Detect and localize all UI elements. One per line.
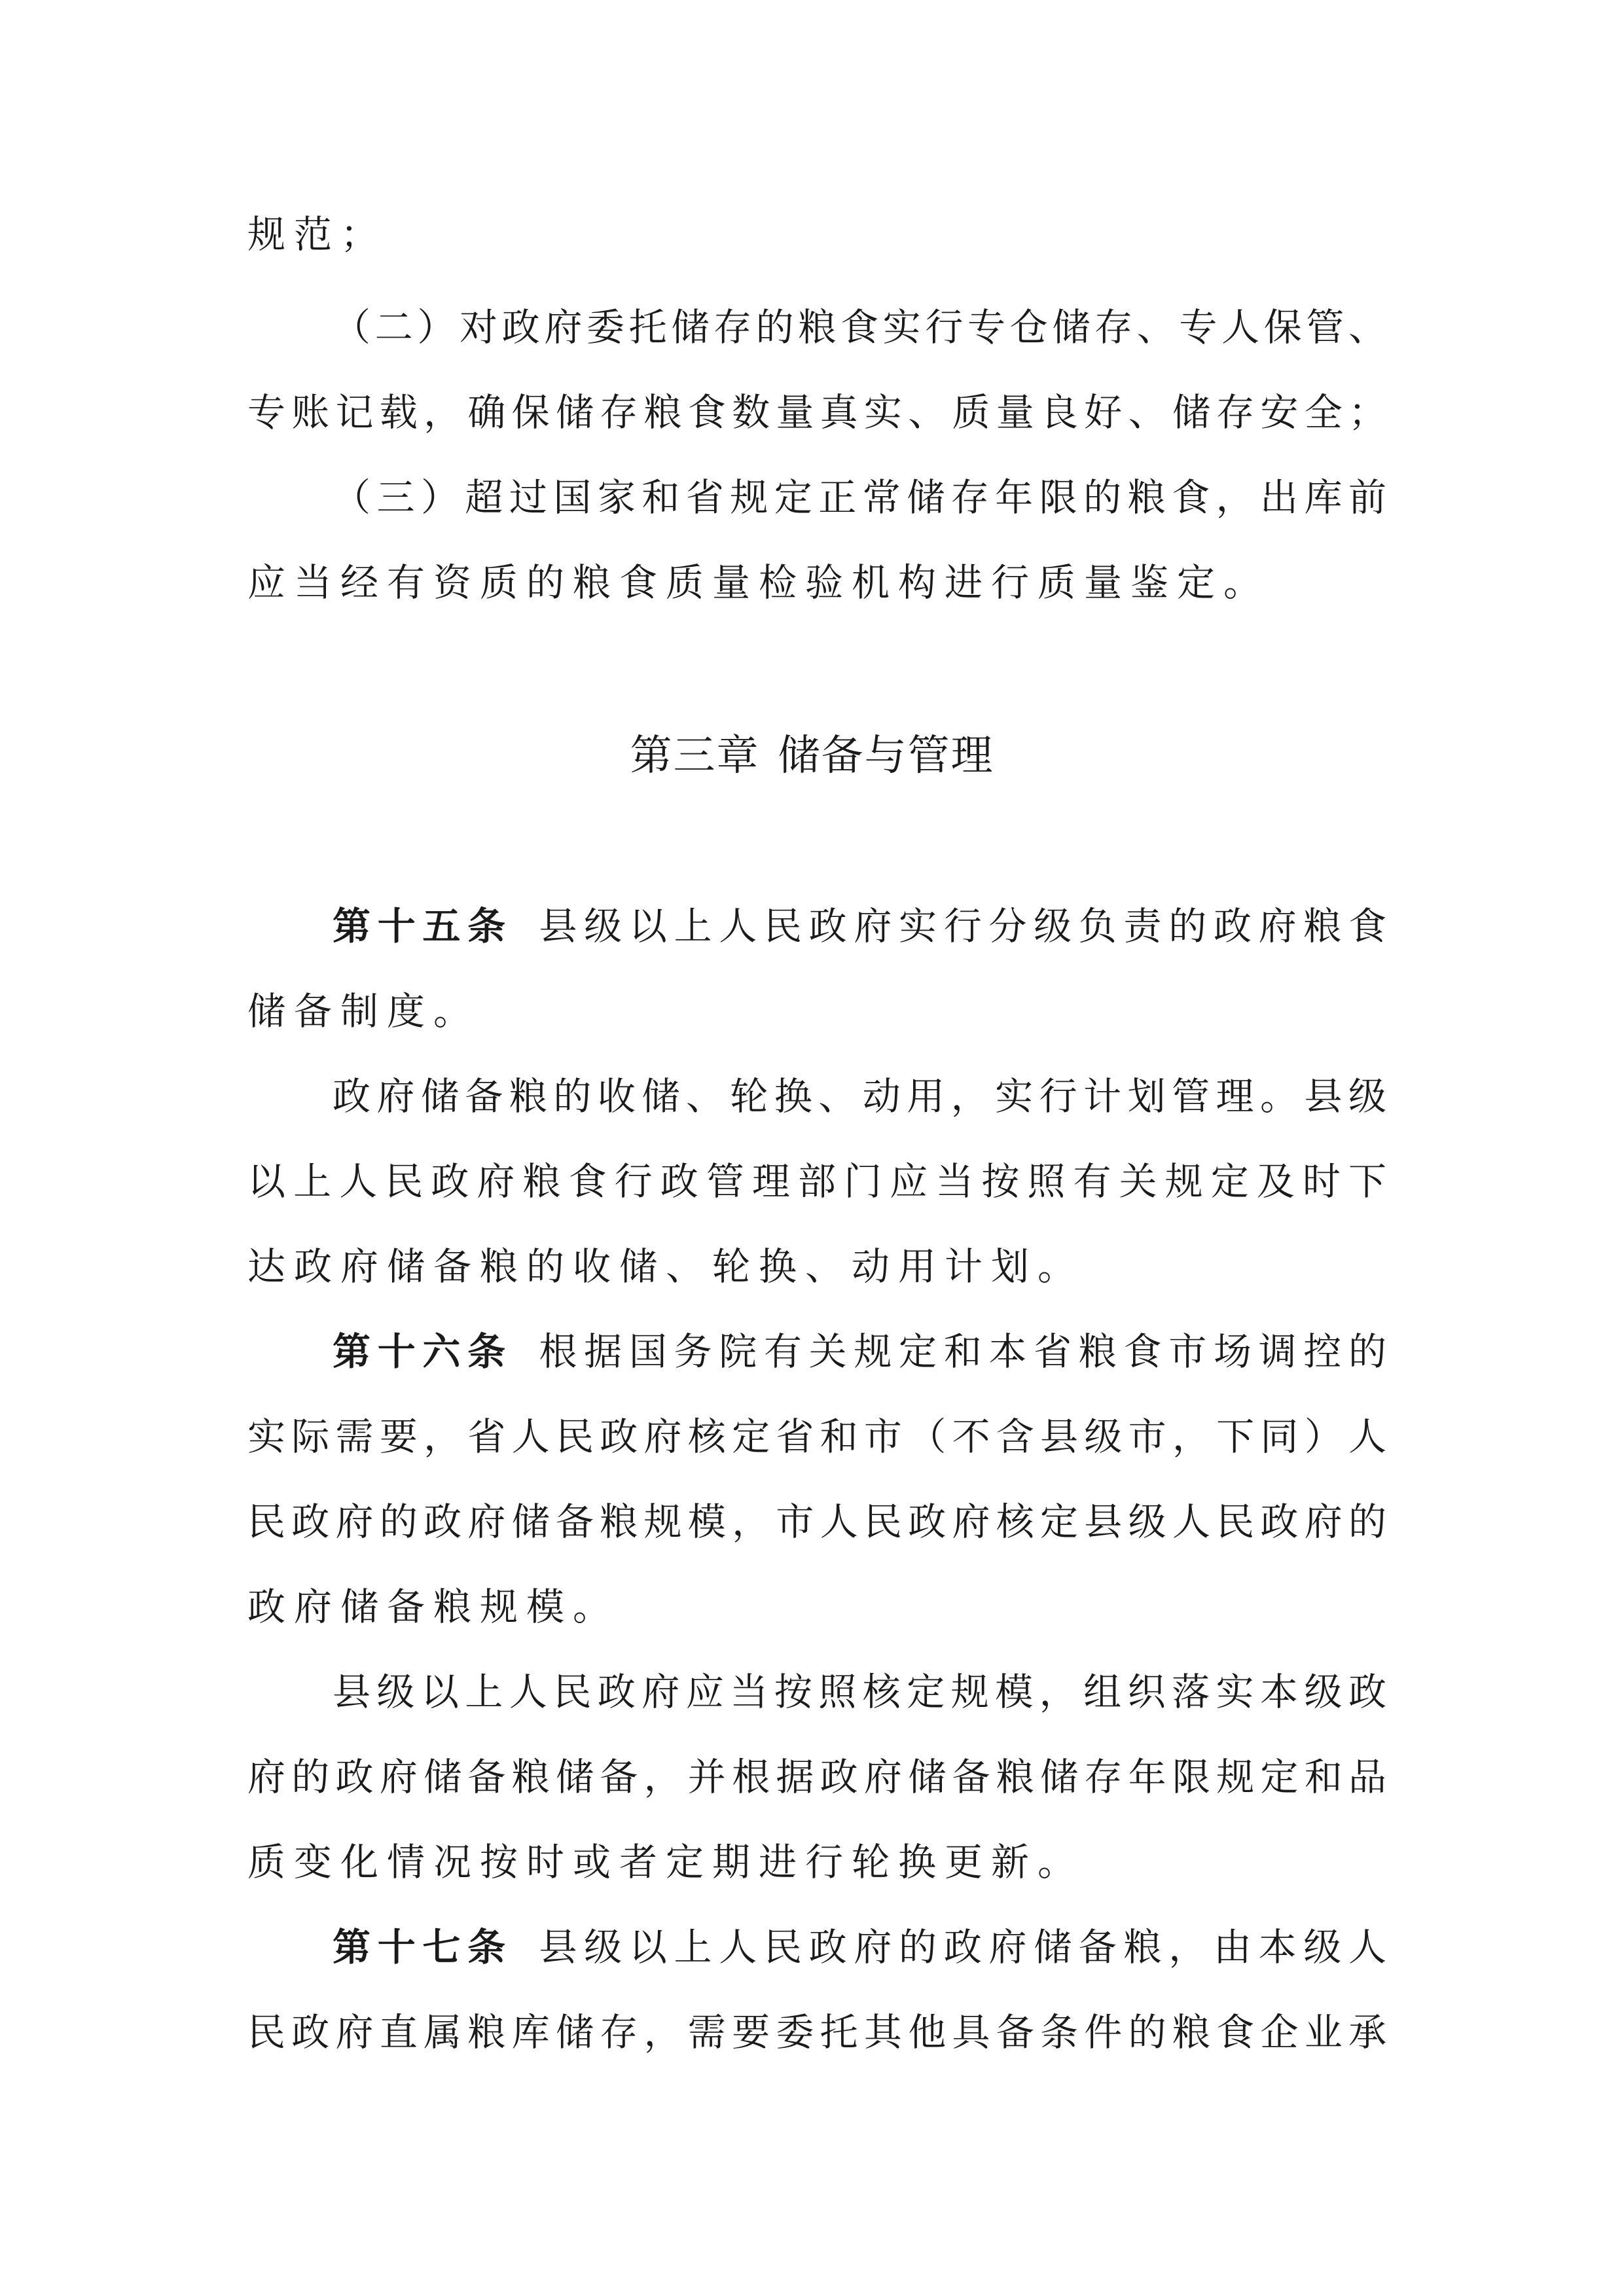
article-16-line <box>333 1325 1386 1378</box>
text-line: （三）超过国家和省规定正常储存年限的粮食，出库前 <box>333 475 1386 520</box>
text-line: 应当经有资质的粮食质量检验机构进行质量鉴定。 <box>247 560 1271 605</box>
article-text: 县级以上人民政府的政府储备粮，由本级人 <box>532 1925 1386 1969</box>
text-line: 质变化情况按时或者定期进行轮换更新。 <box>247 1840 1085 1884</box>
text-line: （二）对政府委托储存的粮食实行专仓储存、专人保管、 <box>333 305 1386 350</box>
chapter-heading <box>0 726 1624 785</box>
article-label: 第十五条 <box>333 904 513 948</box>
text-line: 以上人民政府粮食行政管理部门应当按照有关规定及时下 <box>247 1159 1386 1204</box>
text-line: 实际需要，省人民政府核定省和市（不含县级市，下同）人 <box>247 1414 1386 1459</box>
text-line: 专账记载，确保储存粮食数量真实、质量良好、储存安全； <box>247 390 1386 435</box>
text-line: 民政府的政府储备粮规模，市人民政府核定县级人民政府的 <box>247 1499 1386 1544</box>
text-line: 达政府储备粮的收储、轮换、动用计划。 <box>247 1244 1085 1289</box>
article-text: 根据国务院有关规定和本省粮食市场调控的 <box>532 1329 1386 1374</box>
article-label: 第十七条 <box>333 1925 513 1969</box>
text-line: 府的政府储备粮储备，并根据政府储备粮储存年限规定和品 <box>247 1755 1386 1799</box>
article-15-line <box>333 900 1386 952</box>
text-line: 规范； <box>247 212 388 257</box>
text-line: 储备制度。 <box>247 989 480 1033</box>
text-line: 民政府直属粮库储存，需要委托其他具备条件的粮食企业承 <box>247 2010 1386 2054</box>
article-label: 第十六条 <box>333 1329 513 1374</box>
text-line: 县级以上人民政府应当按照核定规模，组织落实本级政 <box>333 1670 1386 1714</box>
text-line: 政府储备粮规模。 <box>247 1585 620 1629</box>
chapter-number: 第三章 <box>630 732 760 780</box>
chapter-title: 储备与管理 <box>778 732 994 780</box>
text-line: 政府储备粮的收储、轮换、动用，实行计划管理。县级 <box>333 1074 1386 1119</box>
article-text: 县级以上人民政府实行分级负责的政府粮食 <box>532 904 1386 948</box>
article-17-line <box>333 1921 1386 1973</box>
